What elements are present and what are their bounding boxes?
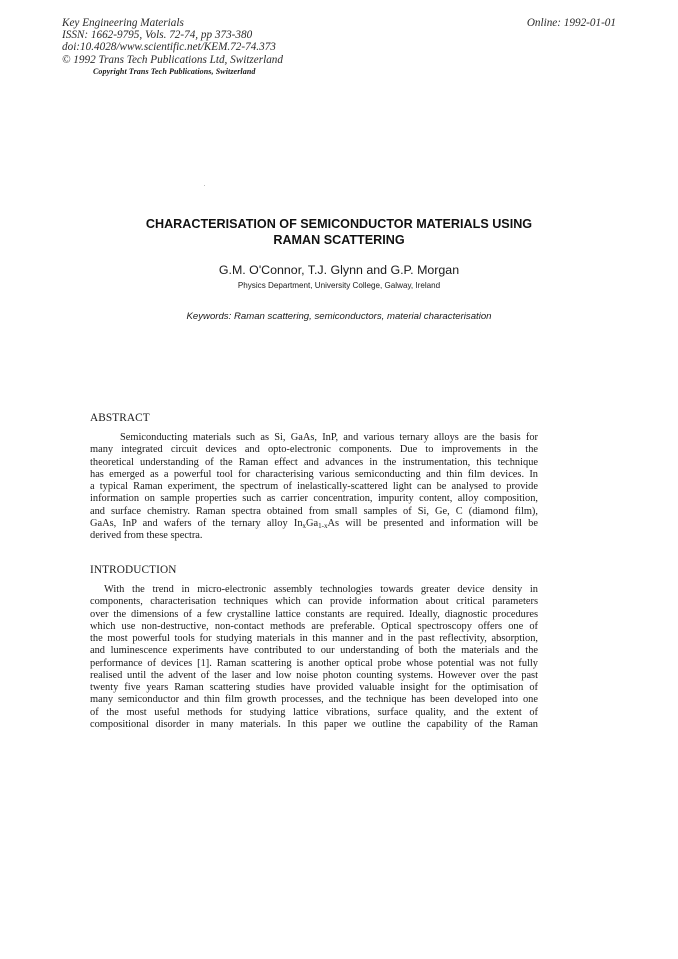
text-line: realised until the advent of the laser and low noise photon counting systems. However over the past [90,669,538,681]
text-line: many semiconductor and thin film growth processes, and the technique has been developed into one [90,694,538,706]
abstract-body [90,432,538,542]
text-line: derived from these spectra. [90,530,203,541]
text-line: many integrated circuit devices and opto-electronic components. Due to improvements in the [90,444,538,456]
text-line: compositional disorder in many materials. In this paper we outline the capability of the Raman [90,718,538,730]
introduction-body [90,584,538,731]
keywords-label: Keywords: [186,311,232,322]
text-line: has emerged as a powerful tool for characterising various semiconducting and thin film devices. In [90,468,538,480]
journal-name: Key Engineering Materials [62,17,184,29]
text-line: Semiconducting materials such as Si, GaAs, InP, and various ternary alloys are the basis for [120,432,538,443]
online-date: Online: 1992-01-01 [526,17,616,29]
text-line: With the trend in micro-electronic assembly technologies towards greater device density in [104,584,538,595]
formula-line [90,518,538,530]
text-line: a typical Raman experiment, the spectrum of inelastically-scattered light can be analysed to provide [90,481,538,492]
paper-title [0,217,678,248]
text-line: of the most useful methods for studying lattice vibrations, surface quality, and the extent of [90,706,538,718]
publisher-copyright: © 1992 Trans Tech Publications Ltd, Switzerland [62,53,283,66]
formula-before: GaAs, InP and wafers of the ternary alloy In [90,517,303,529]
text-line: performance of devices [1]. Raman scattering is another optical probe whose potential was not fully [90,657,538,669]
title-line-1: CHARACTERISATION OF SEMICONDUCTOR MATERIALS USING [145,217,533,231]
introduction-heading: INTRODUCTION [90,564,177,576]
subscript-1-x: 1-x [318,521,328,530]
journal-header [62,17,283,66]
text-line: and luminescence experiments have contributed to our understanding of both the materials and the [90,645,538,657]
abstract-heading: ABSTRACT [90,412,150,424]
doi-line: doi:10.4028/www.scientific.net/KEM.72-74.373 [62,41,276,54]
title-line-2: RAMAN SCATTERING [273,232,405,247]
formula-mid: Ga [306,517,319,529]
formula-after: As will be presented and information will be [327,517,538,529]
issn-line: ISSN: 1662-9795, Vols. 72-74, pp 373-380 [62,29,253,42]
authors: G.M. O'Connor, T.J. Glynn and G.P. Morgan [218,263,460,277]
text-line: and surface chemistry. Raman spectra obtained from small samples of Si, Ge, C (diamond film), [90,505,538,517]
subscript-x: x [302,521,307,530]
text-line: components, characterisation techniques which can provide information about critical parameters [90,596,538,608]
keywords-text: Raman scattering, semiconductors, material characterisation [233,311,492,322]
text-line: the most powerful tools for studying materials in this manner and in the past reflectivity, absorption, [90,633,538,644]
scan-speck [204,185,205,186]
text-line: twenty five years Raman scattering studies have provided valuable insight for the optimisation of [90,682,538,693]
keywords [0,311,678,322]
text-line: which use non-destructive, non-contact methods are preferable. Optical spectroscopy offers one of [90,620,538,632]
copyright-notice: Copyright Trans Tech Publications, Switzerland [93,67,256,76]
affiliation: Physics Department, University College, Galway, Ireland [237,281,441,290]
text-line: theoretical understanding of the Raman effect and advances in the instrumentation, this technique [90,456,538,468]
text-line: over the dimensions of a few crystalline lattice constants are required. Ideally, diagnostic procedures [90,608,538,620]
text-line: information on sample properties such as carrier concentration, impurity content, alloy composition, [90,493,538,505]
